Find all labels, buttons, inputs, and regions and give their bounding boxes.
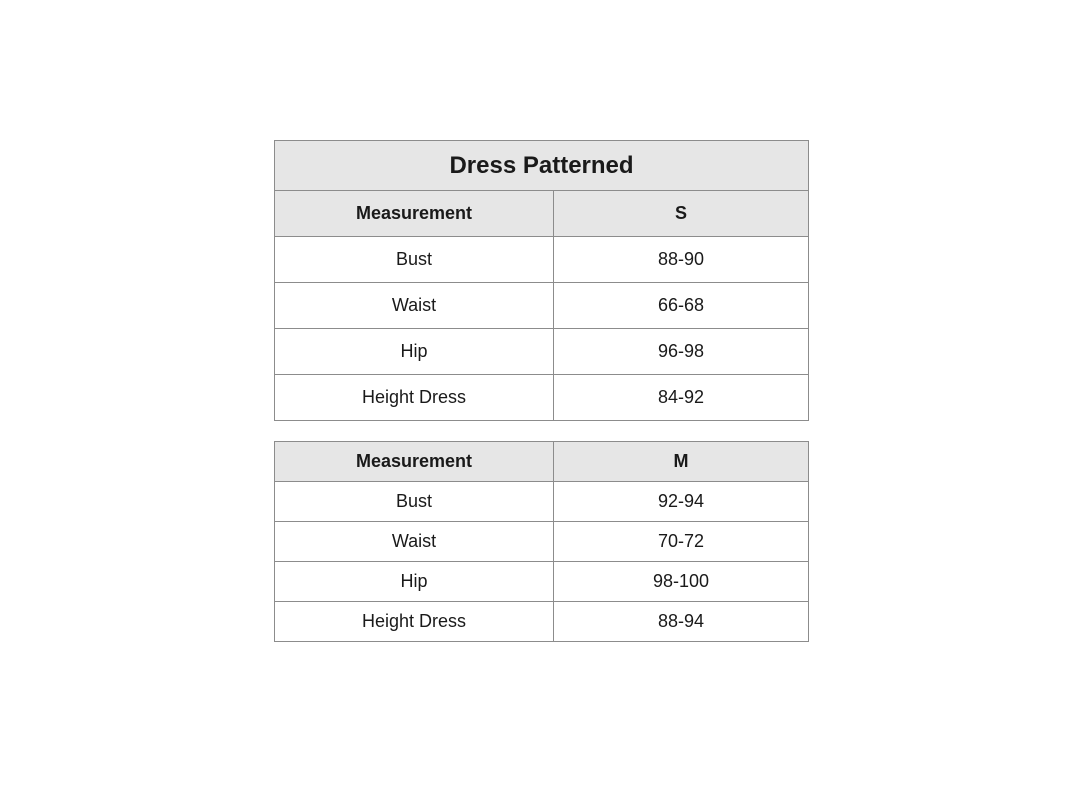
measurement-value: 92-94 (554, 482, 809, 522)
table-row (275, 329, 809, 375)
table-row (275, 283, 809, 329)
table-row (275, 602, 809, 642)
measurement-value: 88-90 (554, 237, 809, 283)
column-header-size: M (554, 442, 809, 482)
measurement-value: 96-98 (554, 329, 809, 375)
table-header-row (275, 191, 809, 237)
page-title: Dress Patterned (275, 141, 809, 191)
measurement-label: Hip (275, 329, 554, 375)
table-row (275, 237, 809, 283)
measurement-label: Waist (275, 522, 554, 562)
measurement-label: Height Dress (275, 375, 554, 421)
table-row (275, 522, 809, 562)
size-table-m (274, 441, 809, 642)
measurement-label: Height Dress (275, 602, 554, 642)
measurement-value: 66-68 (554, 283, 809, 329)
measurement-value: 84-92 (554, 375, 809, 421)
title-row (275, 141, 809, 191)
measurement-value: 98-100 (554, 562, 809, 602)
table-row (275, 375, 809, 421)
measurement-label: Waist (275, 283, 554, 329)
column-header-size: S (554, 191, 809, 237)
table-row (275, 562, 809, 602)
table-header-row (275, 442, 809, 482)
table-row (275, 482, 809, 522)
measurement-label: Bust (275, 482, 554, 522)
measurement-value: 70-72 (554, 522, 809, 562)
column-header-measurement: Measurement (275, 442, 554, 482)
measurement-label: Bust (275, 237, 554, 283)
measurement-value: 88-94 (554, 602, 809, 642)
measurement-label: Hip (275, 562, 554, 602)
size-table-s (274, 140, 809, 421)
column-header-measurement: Measurement (275, 191, 554, 237)
